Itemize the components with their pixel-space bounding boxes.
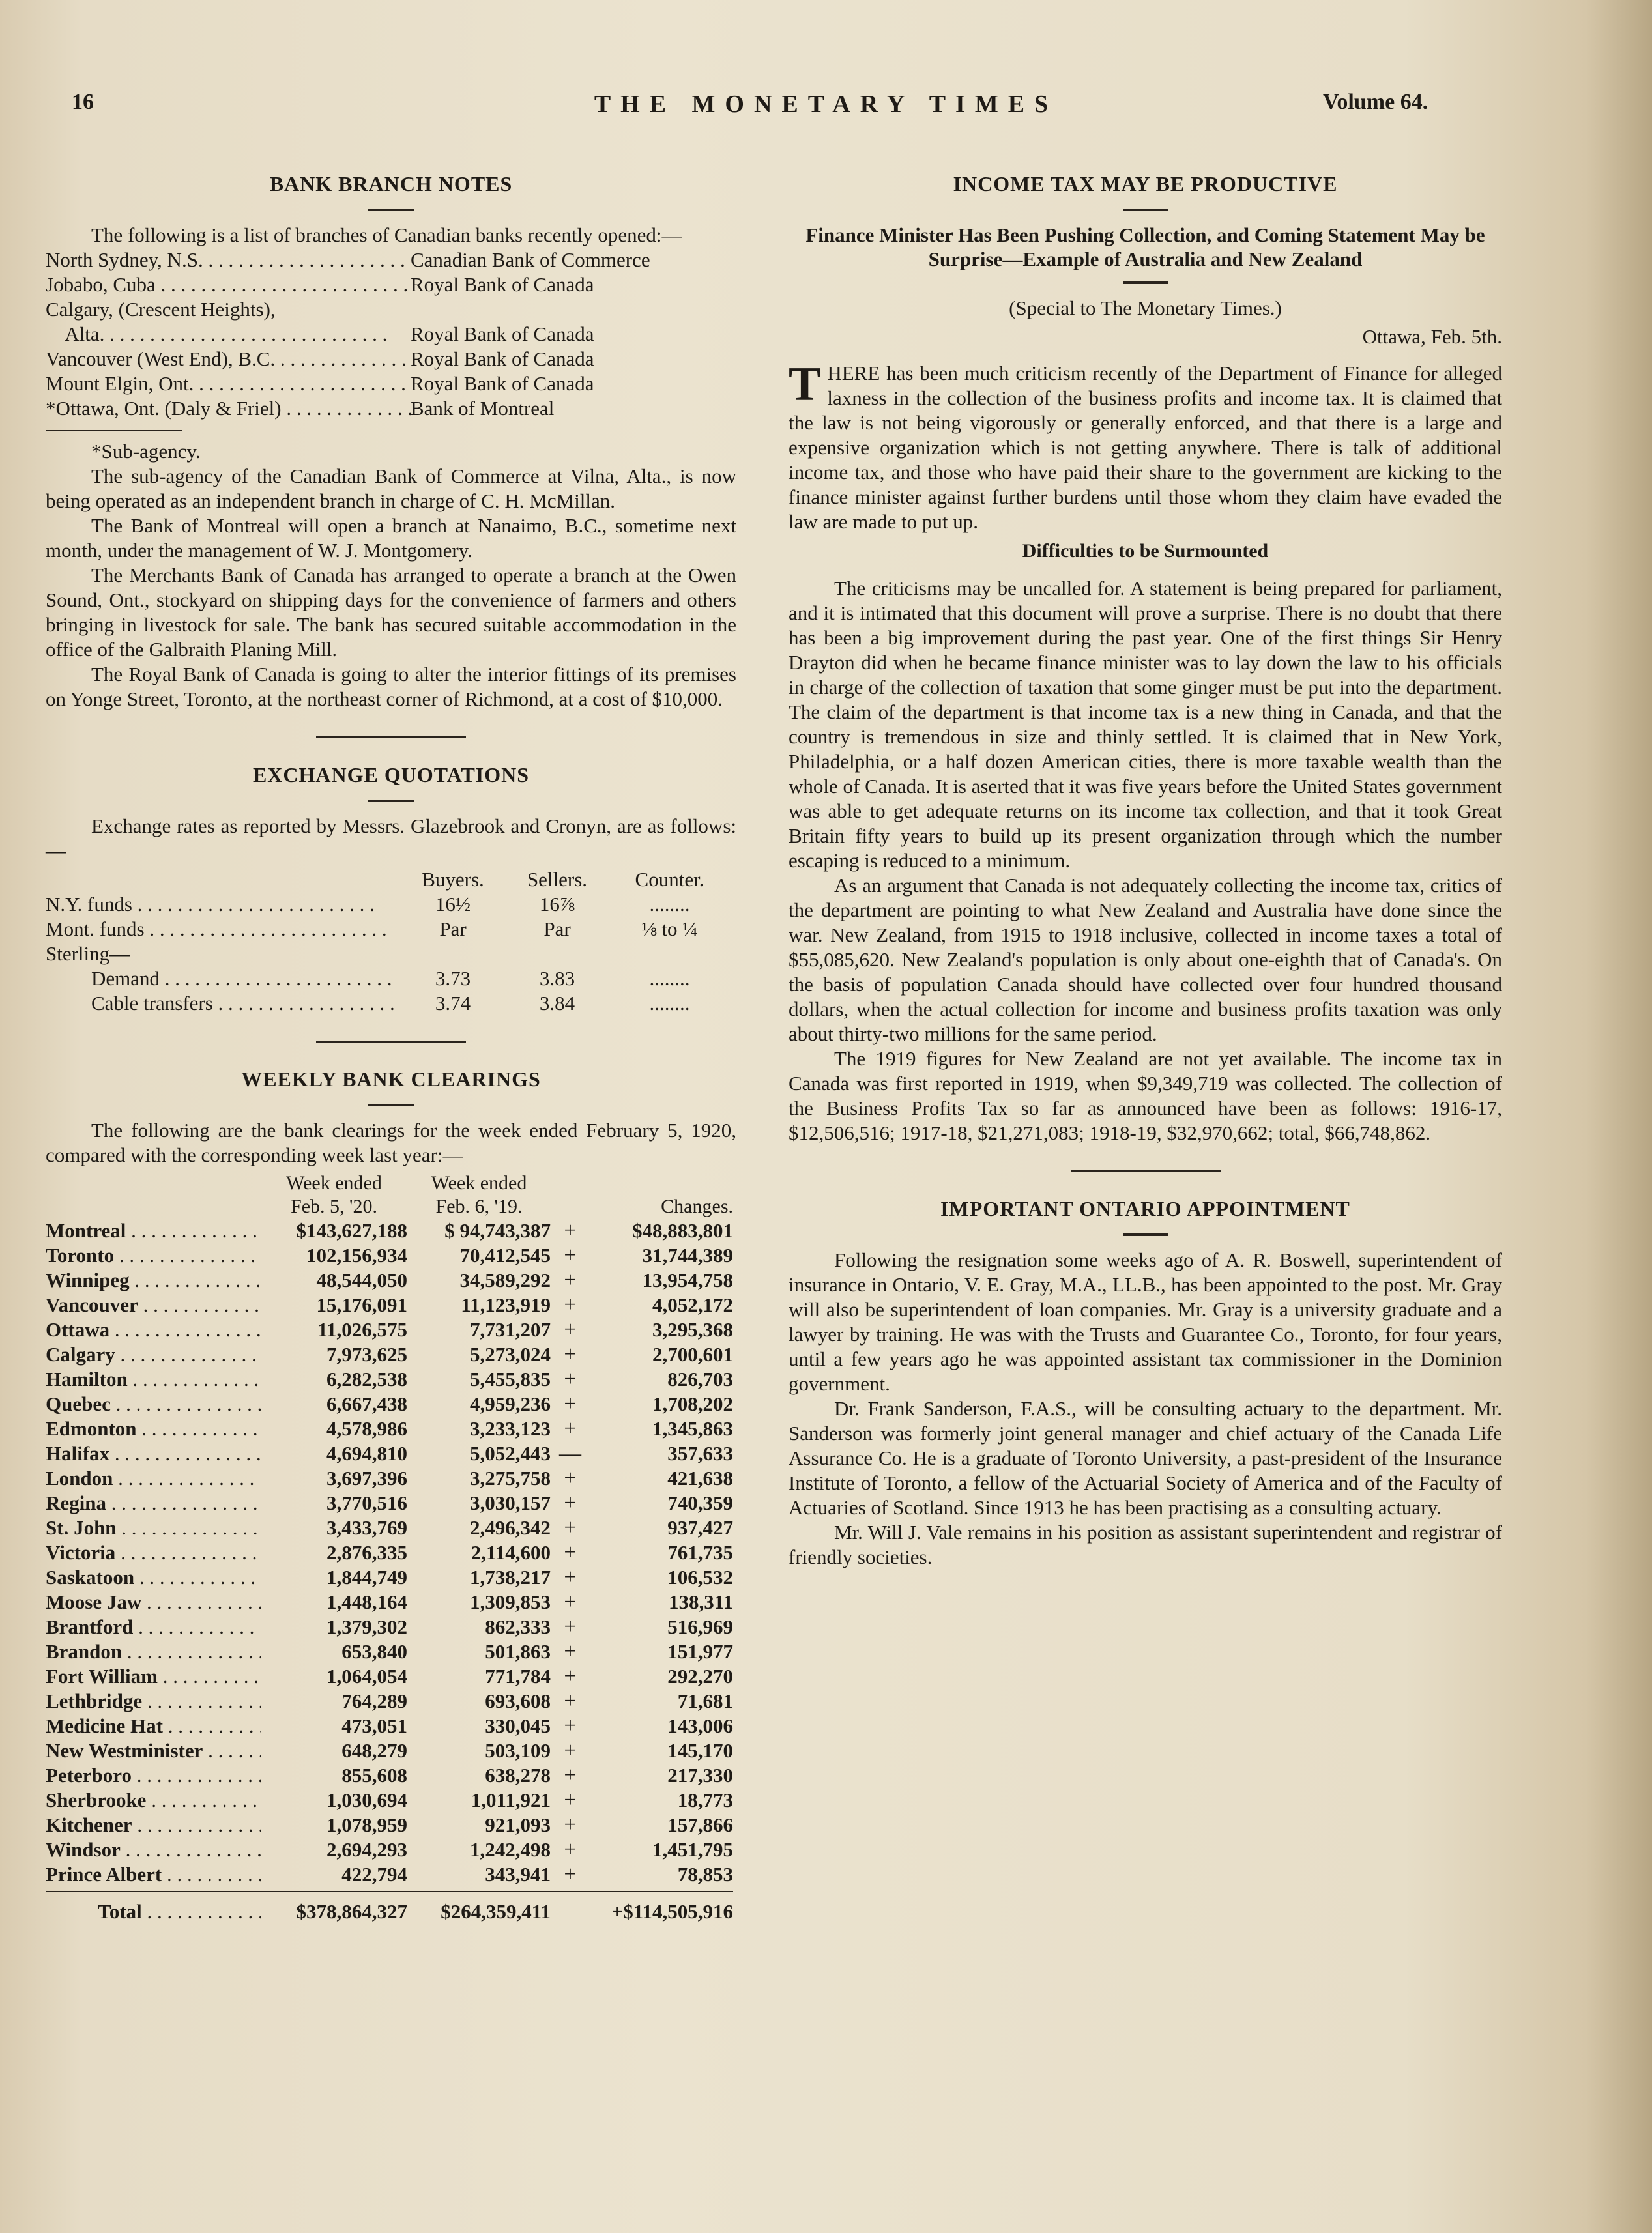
clearing-1920: 1,379,302 (326, 1615, 407, 1638)
clearings-row (46, 1763, 733, 1788)
clearing-1919: 503,109 (485, 1739, 551, 1762)
clearing-1919: 5,052,443 (470, 1442, 551, 1465)
branch-location: Jobabo, Cuba . . . (46, 272, 411, 297)
clearing-change: 2,700,601 (652, 1343, 733, 1366)
clearing-1919: 1,242,498 (470, 1838, 551, 1861)
clearing-change: 217,330 (667, 1764, 733, 1787)
clearing-1919: 3,030,157 (470, 1491, 551, 1514)
lead-text: HERE has been much criticism recently of the Department of Finance for alleged laxness in the collection of the business profits and income tax. It is claimed that the law is not being vigorously or generally enforced, and that there is a large and expensive organization which is not getting anywhere. There is talk of additional income tax, and those who have paid their share to the government are kicking to the finance minister against further burdens until those whom they claim have evaded the law are made to put up. (789, 362, 1502, 533)
clearing-1920: $143,627,188 (296, 1219, 407, 1242)
clearing-change: 18,773 (677, 1789, 733, 1811)
clearing-1920: 653,840 (341, 1640, 407, 1663)
change-sign: + (564, 1318, 577, 1342)
city-name: Vancouver . . . (46, 1293, 261, 1316)
drop-cap: T (789, 358, 821, 411)
exchange-name: Mont. funds . . . (46, 917, 387, 940)
branch-row (46, 272, 736, 297)
city-name: Windsor . . . (46, 1838, 261, 1861)
branch-row (46, 347, 736, 371)
change-sign: + (564, 1788, 577, 1812)
clearing-change: 3,295,368 (652, 1318, 733, 1341)
branch-row (46, 396, 736, 421)
clearings-row (46, 1862, 733, 1887)
clearings-row (46, 1615, 733, 1639)
branch-notes-body (46, 464, 736, 712)
income-tax-lead (789, 358, 1502, 534)
divider (1123, 209, 1168, 211)
clearings-intro: The following are the bank clearings for the week ended February 5, 1920, compared with the corresponding week last year:— (46, 1119, 736, 1166)
branch-notes-intro: The following is a list of branches of Canadian banks recently opened:— (91, 223, 682, 246)
city-name: Quebec . . . (46, 1392, 261, 1415)
change-sign: + (564, 1862, 577, 1886)
clearings-row (46, 1788, 733, 1813)
clearing-1920: 855,608 (341, 1764, 407, 1787)
branch-note-paragraph: The Merchants Bank of Canada has arranged to operate a branch at the Owen Sound, Ont., stockyard on shipping days for the convenience of farmers and others bringing in livestock for sale. The bank has secured suitable accommodation in the office of the Galbraith Planing Mill. (46, 564, 736, 661)
clearing-1919: 7,731,207 (470, 1318, 551, 1341)
change-sign: + (564, 1590, 577, 1614)
clearing-1920: 1,030,694 (326, 1789, 407, 1811)
clearings-row (46, 1565, 733, 1590)
city-name: Sherbrooke . . . (46, 1789, 261, 1811)
divider (1123, 281, 1168, 284)
clearing-1920: 473,051 (341, 1714, 407, 1737)
col-sellers: Sellers. (527, 868, 588, 891)
exchange-counter: ⅛ to ¼ (641, 917, 698, 940)
col-buyers: Buyers. (422, 868, 484, 891)
branch-row (46, 297, 736, 322)
clearing-1920: 648,279 (341, 1739, 407, 1762)
clearings-header-row-2 (46, 1195, 733, 1218)
divider (368, 800, 414, 802)
clearing-1919: 2,114,600 (471, 1541, 551, 1564)
col-1920-line1: Week ended (286, 1172, 382, 1194)
city-name: Prince Albert . . . (46, 1863, 261, 1886)
branch-location: North Sydney, N.S. . . . (46, 248, 411, 272)
divider (368, 209, 414, 211)
exchange-buyers: Par (439, 917, 467, 940)
branch-note-paragraph: The Bank of Montreal will open a branch at Nanaimo, B.C., sometime next month, under the management of W. J. Montgomery. (46, 514, 736, 562)
income-tax-paragraph: The criticisms may be uncalled for. A statement is being prepared for parliament, and it is intimated that this document will prove a surprise. There is no doubt that there has been a big improvement during the past year. One of the first things Sir Henry Drayton did when he became finance minister was to lay down the law to his officials in charge of the collection of taxation that some ginger must be put into the department. The claim of the department is that income tax is a new thing in Canada, and that the country is tremendous in size and thinly settled. It is claimed that in New York, Philadelphia, or a half dozen American cities, there is more taxable wealth than the whole of Canada. It is aserted that it was five years before the United States government was able to get adequate returns on its income tax collection, and that it took Great Britain fifty years to build up its present organization through which the number escaping is reduced to a minimum. (789, 577, 1502, 872)
change-sign: + (564, 1367, 577, 1391)
clearings-row (46, 1367, 733, 1392)
branch-bank: Bank of Montreal (411, 397, 555, 420)
clearing-1919: 771,784 (485, 1665, 551, 1688)
change-sign: + (564, 1466, 577, 1490)
clearing-change: 937,427 (667, 1516, 733, 1539)
exchange-name: Cable transfers . . . (91, 992, 398, 1015)
exchange-sellers: 16⅞ (539, 893, 575, 915)
clearing-1919: 5,455,835 (470, 1368, 551, 1390)
change-sign: + (564, 1763, 577, 1787)
clearing-change: 71,681 (677, 1690, 733, 1712)
section-separator (1071, 1170, 1221, 1172)
exchange-row (46, 942, 733, 966)
clearing-1920: 15,176,091 (316, 1293, 407, 1316)
bank-branch-notes-heading: BANK BRANCH NOTES (269, 172, 513, 195)
clearing-1919: 3,275,758 (470, 1467, 551, 1490)
clearing-1920: 1,064,054 (326, 1665, 407, 1688)
change-sign: + (564, 1293, 577, 1317)
clearing-1919: 921,093 (485, 1813, 551, 1836)
clearing-1920: 1,844,749 (326, 1566, 407, 1589)
clearing-1920: 6,667,438 (326, 1392, 407, 1415)
clearings-row (46, 1837, 733, 1862)
clearing-change: 106,532 (667, 1566, 733, 1589)
clearing-1919: 638,278 (485, 1764, 551, 1787)
change-sign: + (564, 1392, 577, 1416)
clearing-1919: 11,123,919 (461, 1293, 551, 1316)
change-sign: + (564, 1218, 577, 1243)
clearings-header-row-1 (46, 1172, 733, 1195)
city-name: Hamilton . . . (46, 1368, 261, 1390)
clearing-1919: 3,233,123 (470, 1417, 551, 1440)
clearing-1919: 501,863 (485, 1640, 551, 1663)
change-sign: + (564, 1689, 577, 1713)
exchange-sellers: 3.83 (539, 967, 575, 990)
clearing-1920: 2,694,293 (326, 1838, 407, 1861)
clearing-1920: 11,026,575 (317, 1318, 407, 1341)
change-sign: + (564, 1342, 577, 1366)
income-tax-body (789, 576, 1502, 1145)
branch-location: Calgary, (Crescent Heights), (46, 298, 276, 321)
appointment-body (789, 1248, 1502, 1570)
exchange-name: N.Y. funds . . . (46, 893, 375, 915)
branch-row (46, 371, 736, 396)
clearings-row (46, 1268, 733, 1293)
change-sign: + (564, 1565, 577, 1589)
income-tax-heading: INCOME TAX MAY BE PRODUCTIVE (953, 172, 1338, 195)
total-label: Total . . . (98, 1900, 261, 1923)
col-counter: Counter. (635, 868, 704, 891)
clearings-row (46, 1293, 733, 1318)
clearings-row (46, 1738, 733, 1763)
total-1920: $378,864,327 (296, 1900, 407, 1923)
clearing-1919: 5,273,024 (470, 1343, 551, 1366)
branch-location: *Ottawa, Ont. (Daly & Friel) . . . (46, 396, 411, 421)
exchange-row (46, 892, 733, 917)
change-sign: + (564, 1639, 577, 1664)
clearing-1920: 4,694,810 (326, 1442, 407, 1465)
col-1919-line2: Feb. 6, '19. (435, 1196, 523, 1217)
exchange-header-row (46, 867, 733, 892)
branch-bank: Royal Bank of Canada (411, 372, 594, 395)
special-credit: (Special to The Monetary Times.) (1009, 296, 1282, 319)
change-sign: + (564, 1417, 577, 1441)
total-1919: $264,359,411 (441, 1900, 551, 1923)
clearing-1920: 2,876,335 (326, 1541, 407, 1564)
branch-row (46, 322, 736, 347)
clearing-1920: 102,156,934 (306, 1244, 407, 1267)
city-name: Moose Jaw . . . (46, 1591, 261, 1613)
clearing-change: $48,883,801 (632, 1219, 733, 1242)
clearings-row (46, 1639, 733, 1664)
exchange-buyers: 16½ (435, 893, 471, 915)
branch-row (46, 248, 736, 272)
clearing-1919: 330,045 (485, 1714, 551, 1737)
appointment-paragraph: Dr. Frank Sanderson, F.A.S., will be consulting actuary to the department. Mr. Sanderson was formerly joint general manager and chief actuary of the Canada Life Assurance Co. He is a graduate of Toronto University, a past-president of the Insurance Institute of Toronto, a fellow of the Actuarial Society of America and of the Faculty of Actuaries of Scotland. Since 1913 he has been practising as a consulting actuary. (789, 1397, 1502, 1519)
city-name: Toronto . . . (46, 1244, 261, 1267)
clearing-change: 78,853 (677, 1863, 733, 1886)
clearing-change: 31,744,389 (642, 1244, 733, 1267)
city-name: Calgary . . . (46, 1343, 261, 1366)
clearing-1920: 4,578,986 (326, 1417, 407, 1440)
page-number: 16 (72, 90, 94, 114)
city-name: Lethbridge . . . (46, 1690, 261, 1712)
clearing-1919: 343,941 (485, 1863, 551, 1886)
clearing-change: 1,708,202 (652, 1392, 733, 1415)
change-sign: + (564, 1615, 577, 1639)
change-sign: + (564, 1491, 577, 1515)
change-sign: + (564, 1243, 577, 1267)
clearing-1920: 3,433,769 (326, 1516, 407, 1539)
clearing-1919: $ 94,743,387 (444, 1219, 551, 1242)
clearings-table (46, 1172, 733, 1924)
clearing-1919: 2,496,342 (470, 1516, 551, 1539)
city-name: Regina . . . (46, 1491, 261, 1514)
clearing-1919: 1,011,921 (471, 1789, 551, 1811)
clearing-change: 740,359 (667, 1491, 733, 1514)
city-name: Kitchener . . . (46, 1813, 261, 1836)
exchange-row (46, 917, 733, 942)
clearing-change: 4,052,172 (652, 1293, 733, 1316)
change-sign: + (564, 1540, 577, 1564)
divider (1123, 1233, 1168, 1236)
change-sign: + (564, 1738, 577, 1763)
footnote-rule (46, 430, 182, 431)
exchange-row (46, 966, 733, 991)
clearing-change: 421,638 (667, 1467, 733, 1490)
clearing-1919: 693,608 (485, 1690, 551, 1712)
difficulties-heading: Difficulties to be Surmounted (1022, 540, 1269, 562)
clearing-1919: 1,309,853 (470, 1591, 551, 1613)
city-name: St. John . . . (46, 1516, 261, 1539)
clearings-row (46, 1491, 733, 1516)
branch-footnote: *Sub-agency. (91, 440, 201, 463)
clearing-1920: 1,448,164 (326, 1591, 407, 1613)
income-tax-paragraph: As an argument that Canada is not adequately collecting the income tax, critics of the department are pointing to what New Zealand and Australia have done since the war. New Zealand, from 1915 to 1918 inclusive, collected in income taxes a total of $55,085,620. New Zealand's population is only about one-eighth that of Canada's. On the basis of population Canada should have collected over four hundred thousand dollars, when the actual collection for income and business profits taxation was only about thirty-two millions for the same period. (789, 874, 1502, 1045)
exchange-buyers: 3.73 (435, 967, 471, 990)
clearing-1919: 1,738,217 (470, 1566, 551, 1589)
city-name: New Westminister . . . (46, 1739, 261, 1762)
city-name: Saskatoon . . . (46, 1566, 261, 1589)
clearing-change: 761,735 (667, 1541, 733, 1564)
income-tax-subheading: Finance Minister Has Been Pushing Collection, and Coming Statement May be Surprise—Example of Australia and New Zealand (805, 223, 1485, 270)
ontario-appointment-heading: IMPORTANT ONTARIO APPOINTMENT (940, 1197, 1350, 1220)
clearings-row (46, 1218, 733, 1243)
branch-bank: Canadian Bank of Commerce (411, 248, 650, 271)
exchange-counter: ........ (649, 893, 690, 915)
exchange-sellers (508, 942, 606, 966)
city-name: Fort William . . . (46, 1665, 261, 1688)
clearings-row (46, 1417, 733, 1441)
clearing-1920: 7,973,625 (326, 1343, 407, 1366)
clearing-change: 145,170 (667, 1739, 733, 1762)
section-separator (316, 1041, 466, 1043)
city-name: Brantford . . . (46, 1615, 261, 1638)
clearings-row (46, 1664, 733, 1689)
clearings-row (46, 1342, 733, 1367)
volume-label: Volume 64. (1323, 90, 1428, 114)
clearing-change: 357,633 (667, 1442, 733, 1465)
exchange-buyers: 3.74 (435, 992, 471, 1015)
weekly-clearings-heading: WEEKLY BANK CLEARINGS (241, 1067, 541, 1091)
total-row (46, 1891, 733, 1925)
branch-bank: Royal Bank of Canada (411, 347, 594, 370)
change-sign: + (564, 1837, 577, 1862)
branch-location: Vancouver (West End), B.C. . . . (46, 347, 411, 371)
clearing-change: 138,311 (668, 1591, 733, 1613)
clearings-row (46, 1516, 733, 1540)
total-change: +$114,505,916 (611, 1900, 733, 1923)
exchange-counter: ........ (649, 967, 690, 990)
exchange-name: Sterling— (46, 942, 130, 965)
clearing-1919: 862,333 (485, 1615, 551, 1638)
city-name: Peterboro . . . (46, 1764, 261, 1787)
col-1919-line1: Week ended (431, 1172, 527, 1194)
exchange-intro: Exchange rates as reported by Messrs. Glazebrook and Cronyn, are as follows:— (46, 814, 736, 862)
city-name: Ottawa . . . (46, 1318, 261, 1341)
clearings-row (46, 1466, 733, 1491)
exchange-quotations-heading: EXCHANGE QUOTATIONS (252, 763, 530, 786)
clearing-1919: 4,959,236 (470, 1392, 551, 1415)
branch-location: Alta. . . . (46, 322, 411, 347)
city-name: London . . . (46, 1467, 261, 1490)
clearing-change: 826,703 (667, 1368, 733, 1390)
clearings-row (46, 1540, 733, 1565)
clearings-row (46, 1441, 733, 1466)
clearing-change: 1,451,795 (652, 1838, 733, 1861)
change-sign: + (564, 1516, 577, 1540)
city-name: Halifax . . . (46, 1442, 261, 1465)
branch-note-paragraph: The sub-agency of the Canadian Bank of Commerce at Vilna, Alta., is now being operated as an independent branch in charge of C. H. McMillan. (46, 465, 736, 512)
col-changes: Changes. (661, 1196, 733, 1217)
exchange-counter (606, 942, 733, 966)
clearing-1920: 6,282,538 (326, 1368, 407, 1390)
clearing-1920: 3,697,396 (326, 1467, 407, 1490)
city-name: Brandon . . . (46, 1640, 261, 1663)
dateline: Ottawa, Feb. 5th. (1362, 325, 1502, 348)
clearings-row (46, 1689, 733, 1714)
clearing-change: 151,977 (667, 1640, 733, 1663)
city-name: Winnipeg . . . (46, 1269, 261, 1291)
clearing-change: 516,969 (667, 1615, 733, 1638)
clearings-row (46, 1243, 733, 1268)
city-name: Montreal . . . (46, 1219, 261, 1242)
clearing-change: 1,345,863 (652, 1417, 733, 1440)
right-column (789, 169, 1502, 1570)
clearing-1920: 3,770,516 (326, 1491, 407, 1514)
clearing-change: 13,954,758 (642, 1269, 733, 1291)
clearing-1920: 48,544,050 (316, 1269, 407, 1291)
change-sign: + (564, 1664, 577, 1688)
change-sign: + (564, 1813, 577, 1837)
clearing-change: 292,270 (667, 1665, 733, 1688)
clearings-row (46, 1392, 733, 1417)
clearing-1919: 34,589,292 (459, 1269, 551, 1291)
branch-list (46, 248, 736, 421)
clearing-change: 157,866 (667, 1813, 733, 1836)
left-column (46, 169, 736, 1924)
exchange-counter: ........ (649, 992, 690, 1015)
clearings-row (46, 1318, 733, 1342)
clearings-row (46, 1590, 733, 1615)
branch-note-paragraph: The Royal Bank of Canada is going to alter the interior fittings of its premises on Yonge Street, Toronto, at the northeast corner of Richmond, at a cost of $10,000. (46, 663, 736, 710)
exchange-row (46, 991, 733, 1016)
city-name: Victoria . . . (46, 1541, 261, 1564)
exchange-sellers: Par (543, 917, 571, 940)
appointment-paragraph: Following the resignation some weeks ago of A. R. Boswell, superintendent of insurance in Ontario, V. E. Gray, M.A., LL.B., has been appointed to the post. Mr. Gray will also be superintendent of loan companies. Mr. Gray is a university graduate and a lawyer by training. He was with the Trusts and Guarantee Co., Toronto, for four years, until a few years ago he was appointed assistant tax commissioner in the Dominion government. (789, 1248, 1502, 1395)
city-name: Medicine Hat . . . (46, 1714, 261, 1737)
clearing-1920: 1,078,959 (326, 1813, 407, 1836)
clearing-change: 143,006 (667, 1714, 733, 1737)
clearings-row (46, 1714, 733, 1738)
city-name: Edmonton . . . (46, 1417, 261, 1440)
exchange-buyers (398, 942, 508, 966)
col-1920-line2: Feb. 5, '20. (291, 1196, 377, 1217)
divider (368, 1104, 414, 1106)
change-sign: — (559, 1441, 581, 1465)
change-sign: + (564, 1268, 577, 1292)
clearing-1920: 764,289 (341, 1690, 407, 1712)
branch-location: Mount Elgin, Ont. . . . (46, 371, 411, 396)
change-sign: + (564, 1714, 577, 1738)
branch-bank (411, 297, 736, 322)
exchange-name: Demand . . . (91, 967, 398, 990)
exchange-sellers: 3.84 (539, 992, 575, 1015)
exchange-table (46, 867, 733, 1016)
appointment-paragraph: Mr. Will J. Vale remains in his position as assistant superintendent and registrar of friendly societies. (789, 1521, 1502, 1568)
income-tax-paragraph: The 1919 figures for New Zealand are not yet available. The income tax in Canada was first reported in 1919, when $9,349,719 was collected. The collection of the Business Profits Tax so far as announced have been as follows: 1916-17, $12,506,516; 1917-18, $21,271,083; 1918-19, $32,970,662; total, $66,748,862. (789, 1047, 1502, 1144)
clearing-1919: 70,412,545 (459, 1244, 551, 1267)
clearing-1920: 422,794 (341, 1863, 407, 1886)
clearings-row (46, 1813, 733, 1837)
branch-bank: Royal Bank of Canada (411, 323, 594, 345)
section-separator (316, 736, 466, 738)
publication-title: THE MONETARY TIMES (594, 91, 1058, 118)
branch-bank: Royal Bank of Canada (411, 273, 594, 296)
